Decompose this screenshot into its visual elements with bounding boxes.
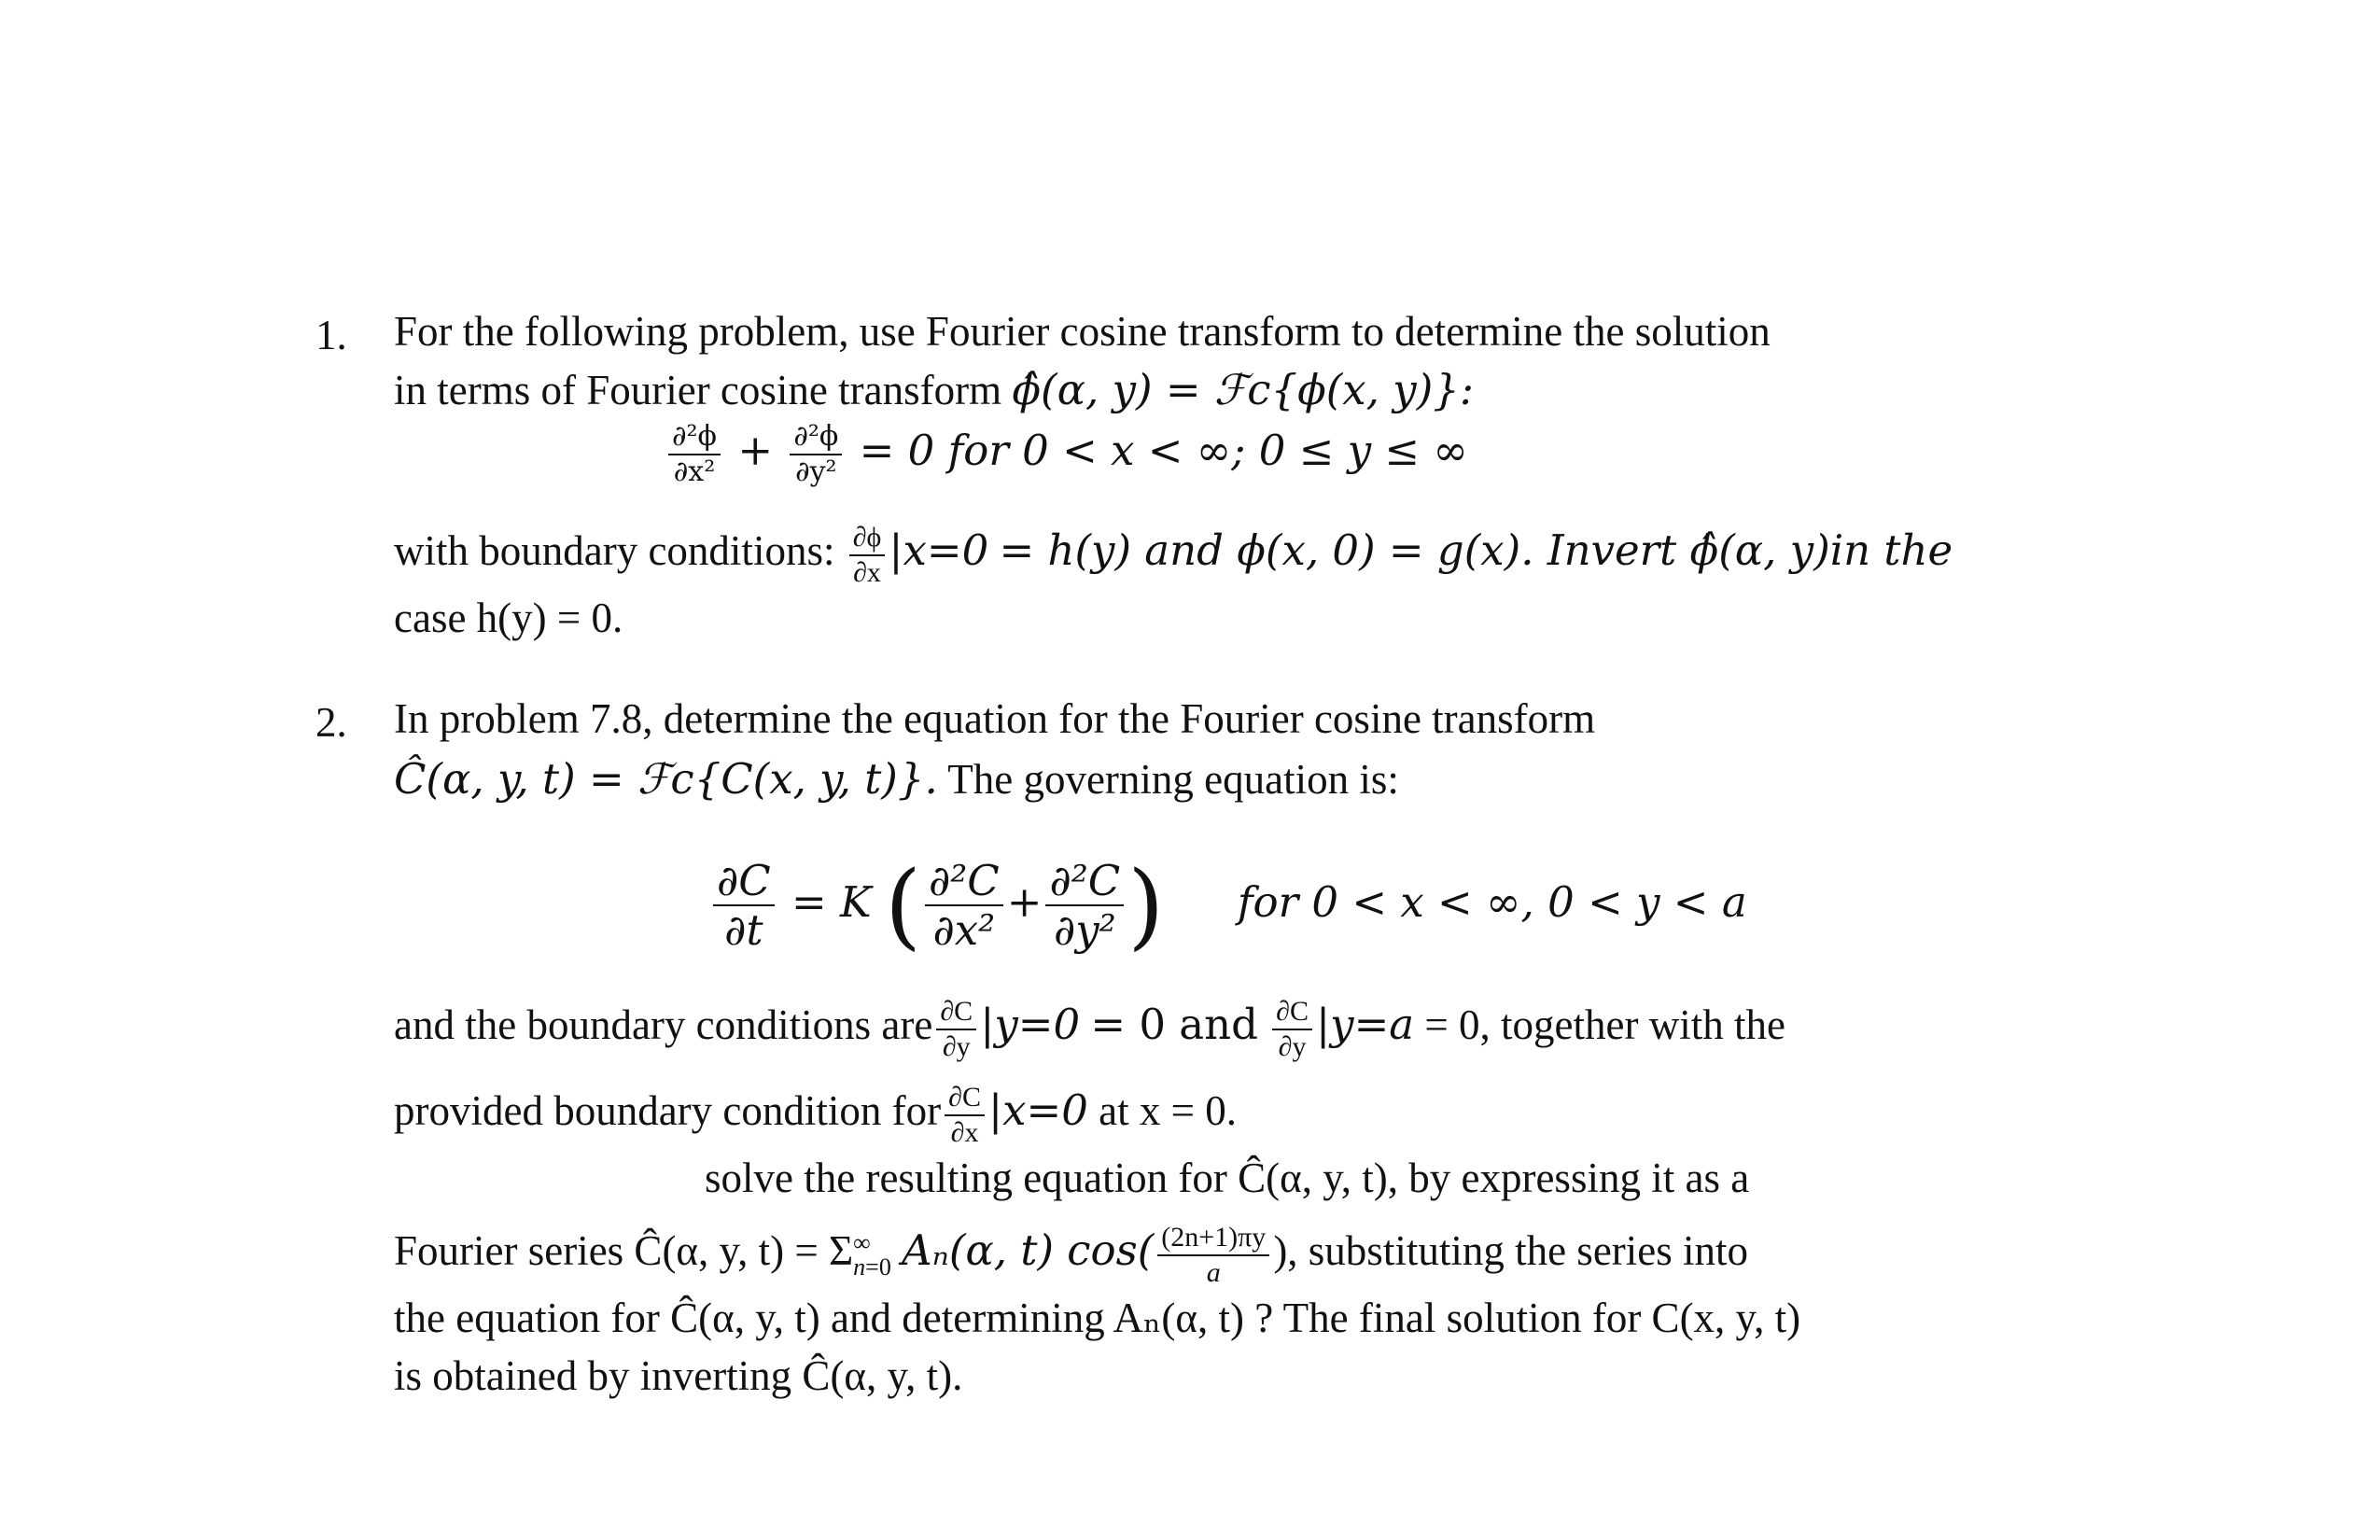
problem-2-line-2 xyxy=(394,754,1399,804)
d2C-dy2: $\frac{\text{∂²C}}{\text{∂y²}}$ xyxy=(1045,859,1124,953)
problem-1-last-line: case h(y) = 0. xyxy=(394,595,623,641)
fourier-prefix: Fourier series Ĉ(α, y, t) = Σ xyxy=(394,1226,854,1274)
bc1-rest: = 0, together with the xyxy=(1424,1001,1785,1048)
cos-argument xyxy=(1157,1223,1269,1287)
dC-dy-2: $\frac{\partial C}{\partial y}$ xyxy=(1272,997,1312,1061)
problem-1-line-1: For the following problem, use Fourier cosine transform to determine the solution xyxy=(394,308,1771,355)
problem-2-transform-def: Ĉ(α, y, t) = ℱc{C(x, y, t)}. xyxy=(394,754,938,804)
problem-2-bc-line-2 xyxy=(394,1083,1237,1147)
fourier-mid: Aₙ(α, t) cos( xyxy=(902,1225,1155,1275)
left-paren: ( xyxy=(884,850,921,960)
problem-1-transform-def: ϕ̂(α, y) = ℱc{ϕ(x, y)}: xyxy=(1012,365,1475,414)
problem-2-bc-line-1 xyxy=(394,997,1785,1061)
problem-2-line-eq: the equation for Ĉ(α, y, t) and determining Aₙ(α, t) ? The final solution for C(x, y, t) xyxy=(394,1295,1801,1341)
sum-limits: ∞ n=0 xyxy=(853,1228,891,1281)
bc2-eval: |x=0 xyxy=(987,1085,1088,1135)
gov-eq-range: for 0 < x < ∞, 0 < y < a xyxy=(1237,876,1747,927)
problem-1-number: 1. xyxy=(315,312,347,358)
problem-2-line-1: In problem 7.8, determine the equation for the Fourier cosine transform xyxy=(394,695,1596,742)
bc1-mid: = 0 and xyxy=(1090,999,1258,1049)
problem-2-bc2-prefix: provided boundary condition for xyxy=(394,1086,942,1134)
problem-2-number: 2. xyxy=(315,699,347,746)
bc2-rest: at x = 0. xyxy=(1099,1086,1237,1134)
problem-1-bc-rest: = h(y) and ϕ(x, 0) = g(x). Invert ϕ̂(α, y)in the xyxy=(999,525,1953,575)
problem-2-bc1-prefix: and the boundary conditions are xyxy=(394,1001,933,1048)
bc1-eval-1: |y=0 xyxy=(980,999,1081,1049)
problem-2-solve-line: solve the resulting equation for Ĉ(α, y, t), by expressing it as a xyxy=(705,1155,1750,1201)
problem-1-pde: $\frac{\text{∂²ϕ}}{\text{∂x²}}$ + $\frac{\text{∂²ϕ}}{\text{∂y²}}$ = 0 for 0 < x < ∞; 0 ≤ y ≤ ∞ xyxy=(665,422,1468,486)
d2phi-dx2: $\frac{\text{∂²ϕ}}{\text{∂x²}}$ xyxy=(668,422,721,486)
d2phi-dy2: $\frac{\text{∂²ϕ}}{\text{∂y²}}$ xyxy=(790,422,842,486)
problem-2-governing-equation: $\frac{\partial C}{\partial t}$ = K ( $\frac{\text{∂²C}}{\text{∂x²}}$ + $\frac{\text{∂²C}}{\text{∂y²}}$ ) for 0 < x < ∞, 0 < y < a xyxy=(709,859,1747,953)
problem-1-pde-rhs: = 0 for 0 < x < ∞; 0 ≤ y ≤ ∞ xyxy=(859,426,1468,475)
problem-1-line-2 xyxy=(394,365,1475,414)
problem-1-bc-eval: |x=0 xyxy=(889,525,989,575)
fourier-rest: ), substituting the series into xyxy=(1273,1226,1749,1274)
problem-1-bc-prefix: with boundary conditions: xyxy=(394,526,835,574)
problem-2-line-2-text: The governing equation is: xyxy=(947,756,1399,803)
problem-1-boundary-line xyxy=(394,523,1953,587)
d2C-dx2: $\frac{\text{∂²C}}{\text{∂x²}}$ xyxy=(925,859,1003,953)
cos-arg-numerator: (2n+1)πy xyxy=(1157,1223,1269,1256)
gov-eq-equals-k: = K xyxy=(791,876,872,927)
dC-dt: $\frac{\partial C}{\partial t}$ xyxy=(713,859,775,953)
right-paren: ) xyxy=(1127,850,1165,960)
dphi-dx: $\frac{\partial\phi}{\partial x}$ xyxy=(849,523,886,587)
dC-dy-1: $\frac{\partial C}{\partial y}$ xyxy=(936,997,976,1061)
problem-2-fourier-line xyxy=(394,1223,1748,1287)
dC-dx: $\frac{\partial C}{\partial x}$ xyxy=(945,1083,985,1147)
cos-arg-denominator: a xyxy=(1206,1256,1221,1288)
bc1-eval-2: |y=a xyxy=(1316,999,1415,1049)
problem-1-line-2-text: in terms of Fourier cosine transform xyxy=(394,367,1002,413)
problem-2-line-final: is obtained by inverting Ĉ(α, y, t). xyxy=(394,1352,963,1399)
